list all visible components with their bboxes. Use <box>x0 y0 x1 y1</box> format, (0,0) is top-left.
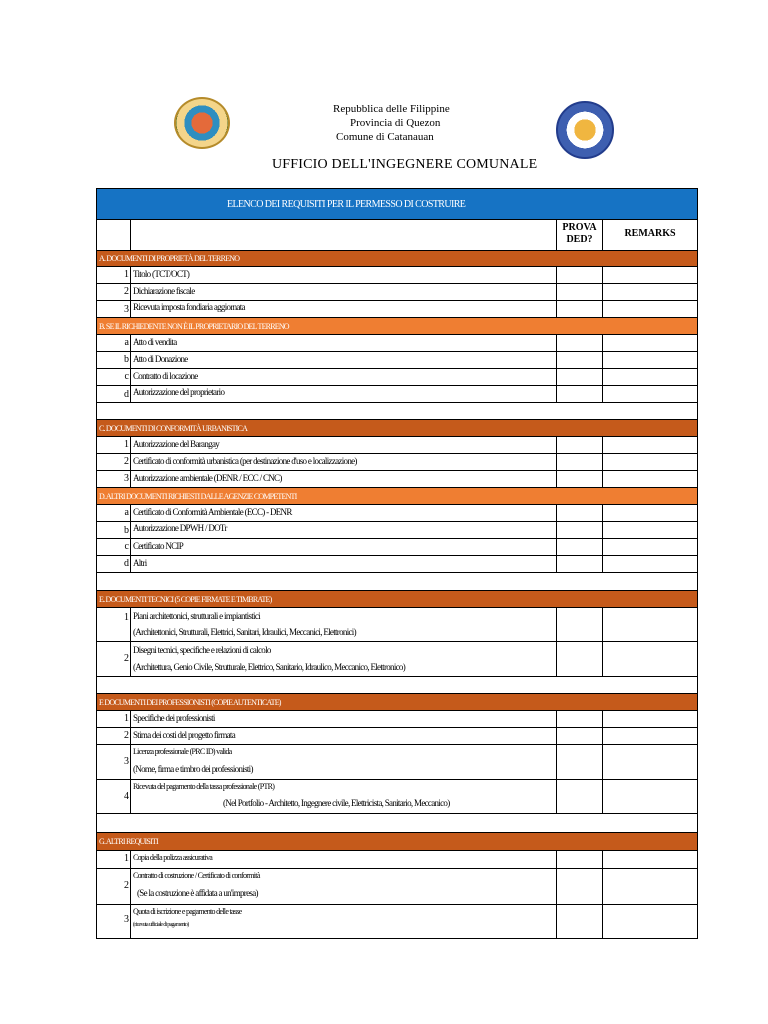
item-number: 2 <box>124 730 129 741</box>
item-number: 1 <box>124 612 129 623</box>
engineering-office-seal-icon <box>556 101 614 159</box>
provided-checkbox[interactable] <box>556 905 602 938</box>
item-text: Certificato di conformità urbanistica (per destinazione d'uso e localizzazione) <box>133 456 357 466</box>
table-row <box>97 505 697 522</box>
item-text: Certificato di Conformità Ambientale (ECC) - DENR <box>133 507 292 517</box>
remarks-field[interactable] <box>602 642 697 676</box>
remarks-field[interactable] <box>602 869 697 904</box>
section-header <box>97 318 697 335</box>
provided-checkbox[interactable] <box>556 267 602 283</box>
table-row <box>97 728 697 745</box>
item-number: 1 <box>124 269 129 280</box>
table-row <box>97 437 697 454</box>
section-label: F. DOCUMENTI DEI PROFESSIONISTI (COPIE AUTENTICATE) <box>99 697 281 707</box>
remarks-field[interactable] <box>602 369 697 385</box>
item-subtext: (Architettonici, Strutturali, Elettrici, Sanitari, Idraulici, Meccanici, Elettronici) <box>133 627 356 637</box>
item-number: b <box>124 525 129 536</box>
item-number: 3 <box>124 756 129 767</box>
table-row <box>97 780 697 814</box>
item-number: c <box>124 541 129 552</box>
provided-checkbox[interactable] <box>556 352 602 368</box>
item-subtext: (Se la costruzione è affidata a un'impresa) <box>137 888 258 898</box>
item-text: Autorizzazione del Barangay <box>133 439 220 449</box>
spacer-row <box>97 814 697 833</box>
table-row <box>97 284 697 301</box>
spacer-row <box>97 677 697 694</box>
provided-checkbox[interactable] <box>556 301 602 317</box>
remarks-field[interactable] <box>602 780 697 813</box>
section-header <box>97 420 697 437</box>
provided-checkbox[interactable] <box>556 437 602 453</box>
item-text: Stima dei costi del progetto firmata <box>133 730 236 740</box>
table-row <box>97 711 697 728</box>
item-text: Contratto di locazione <box>133 371 198 381</box>
item-subtext: (ricevuta ufficiale di pagamento) <box>133 922 189 928</box>
table-row <box>97 851 697 869</box>
header-province: Provincia di Quezon <box>350 117 441 129</box>
item-number: 1 <box>124 853 129 864</box>
item-number: 1 <box>124 713 129 724</box>
remarks-field[interactable] <box>602 437 697 453</box>
remarks-field[interactable] <box>602 301 697 317</box>
table-row <box>97 454 697 471</box>
table-title: ELENCO DEI REQUISITI PER IL PERMESSO DI COSTRUIRE <box>227 198 466 210</box>
item-number: 3 <box>124 914 129 925</box>
remarks-field[interactable] <box>602 711 697 727</box>
item-text: Atto di Donazione <box>133 354 188 364</box>
item-number: 3 <box>124 304 129 315</box>
item-subtext: (Nome, firma e timbro dei professionisti) <box>133 764 253 774</box>
remarks-field[interactable] <box>602 284 697 300</box>
item-number: 4 <box>124 791 129 802</box>
item-text: Ricevuta imposta fondiaria aggiornata <box>133 302 245 312</box>
table-row <box>97 556 697 573</box>
table-row <box>97 539 697 556</box>
table-row <box>97 369 697 386</box>
provided-checkbox[interactable] <box>556 505 602 521</box>
table-row <box>97 386 697 403</box>
section-header <box>97 833 697 851</box>
item-text: Autorizzazione del proprietario <box>133 387 225 397</box>
table-row <box>97 267 697 284</box>
remarks-field[interactable] <box>602 539 697 555</box>
remarks-field[interactable] <box>602 335 697 351</box>
remarks-field[interactable] <box>602 386 697 402</box>
header-municipality: Comune di Catanauan <box>336 131 434 143</box>
table-title-row <box>97 189 697 220</box>
remarks-field[interactable] <box>602 608 697 641</box>
section-header <box>97 591 697 608</box>
provided-checkbox[interactable] <box>556 869 602 904</box>
spacer-row <box>97 573 697 591</box>
table-row <box>97 352 697 369</box>
item-text: Piani architettonici, strutturali e impiantistici <box>133 611 260 621</box>
item-number: 3 <box>124 473 129 484</box>
item-number: a <box>124 337 129 348</box>
provided-checkbox[interactable] <box>556 386 602 402</box>
provided-checkbox[interactable] <box>556 556 602 572</box>
item-text: Quota di iscrizione e pagamento delle tasse <box>133 907 242 916</box>
item-number: d <box>124 558 129 569</box>
item-text: Specifiche dei professionisti <box>133 713 215 723</box>
item-text: Ricevuta del pagamento della tassa professionale (PTR) <box>133 782 275 791</box>
provided-checkbox[interactable] <box>556 335 602 351</box>
remarks-field[interactable] <box>602 728 697 744</box>
provided-checkbox[interactable] <box>556 851 602 868</box>
section-label: E. DOCUMENTI TECNICI (5 COPIE FIRMATE E TIMBRATE) <box>99 594 272 604</box>
table-row <box>97 745 697 780</box>
remarks-field[interactable] <box>602 454 697 470</box>
remarks-field[interactable] <box>602 352 697 368</box>
item-subtext: (Nel Portfolio - Architetto, Ingegnere civile, Elettricista, Sanitario, Meccanico) <box>223 798 450 808</box>
provided-checkbox[interactable] <box>556 539 602 555</box>
item-number: d <box>124 389 129 400</box>
provided-checkbox[interactable] <box>556 642 602 676</box>
remarks-field[interactable] <box>602 905 697 938</box>
column-header-provided: PROVA DED? <box>556 220 602 250</box>
section-header <box>97 694 697 711</box>
spacer-row <box>97 403 697 420</box>
provided-checkbox[interactable] <box>556 745 602 779</box>
item-text: Titolo (TCT/OCT) <box>133 269 190 279</box>
municipal-seal-icon <box>174 97 230 149</box>
column-header-remarks: REMARKS <box>602 220 697 250</box>
table-row <box>97 608 697 642</box>
header-republic: Repubblica delle Filippine <box>333 103 450 115</box>
item-text: Certificato NCIP <box>133 541 184 551</box>
item-number: 2 <box>124 286 129 297</box>
item-text: Contratto di costruzione / Certificato di conformità <box>133 871 260 880</box>
item-number: 2 <box>124 456 129 467</box>
item-text: Dichiarazione fiscale <box>133 286 195 296</box>
provided-checkbox[interactable] <box>556 471 602 487</box>
provided-checkbox[interactable] <box>556 284 602 300</box>
table-row <box>97 471 697 488</box>
remarks-field[interactable] <box>602 745 697 779</box>
section-header <box>97 488 697 505</box>
table-row <box>97 335 697 352</box>
item-text: Licenza professionale (PRC ID) valida <box>133 747 232 756</box>
table-row <box>97 642 697 677</box>
section-header <box>97 251 697 267</box>
item-number: 2 <box>124 653 129 664</box>
provided-checkbox[interactable] <box>556 608 602 641</box>
section-label: D. ALTRI DOCUMENTI RICHIESTI DALLE AGENZIE COMPETENTI <box>99 491 297 501</box>
remarks-field[interactable] <box>602 851 697 868</box>
provided-checkbox[interactable] <box>556 711 602 727</box>
item-text: Autorizzazione ambientale (DENR / ECC / CNC) <box>133 473 282 483</box>
provided-checkbox[interactable] <box>556 780 602 813</box>
table-row <box>97 905 697 938</box>
item-number: 2 <box>124 880 129 891</box>
remarks-field[interactable] <box>602 556 697 572</box>
section-label: G. ALTRI REQUISITI <box>99 837 158 846</box>
item-text: Autorizzazione DPWH / DOTr <box>133 523 227 533</box>
table-row <box>97 869 697 905</box>
item-number: b <box>124 354 129 365</box>
item-number: c <box>124 371 129 382</box>
section-label: B. SE IL RICHIEDENTE NON È IL PROPRIETARIO DEL TERRENO <box>99 321 289 331</box>
table-header-row <box>97 220 697 251</box>
item-number: 1 <box>124 439 129 450</box>
office-title: UFFICIO DELL'INGEGNERE COMUNALE <box>272 157 538 172</box>
item-text: Disegni tecnici, specifiche e relazioni di calcolo <box>133 645 271 655</box>
item-text: Altri <box>133 558 147 568</box>
remarks-field[interactable] <box>602 522 697 538</box>
remarks-field[interactable] <box>602 267 697 283</box>
remarks-field[interactable] <box>602 505 697 521</box>
document-header <box>0 0 768 186</box>
table-row <box>97 522 697 539</box>
provided-checkbox[interactable] <box>556 522 602 538</box>
section-label: A. DOCUMENTI DI PROPRIETÀ DEL TERRENO <box>99 254 240 263</box>
provided-checkbox[interactable] <box>556 369 602 385</box>
table-row <box>97 301 697 318</box>
section-label: C. DOCUMENTI DI CONFORMITÀ URBANISTICA <box>99 423 248 433</box>
provided-checkbox[interactable] <box>556 728 602 744</box>
item-subtext: (Architettura, Genio Civile, Strutturale, Elettrico, Sanitario, Idraulico, Meccanico, Elettronico) <box>133 662 406 672</box>
item-text: Copia della polizza assicurativa <box>133 853 213 862</box>
remarks-field[interactable] <box>602 471 697 487</box>
item-number: a <box>124 507 129 518</box>
item-text: Atto di vendita <box>133 337 177 347</box>
provided-checkbox[interactable] <box>556 454 602 470</box>
requirements-table <box>96 188 698 939</box>
